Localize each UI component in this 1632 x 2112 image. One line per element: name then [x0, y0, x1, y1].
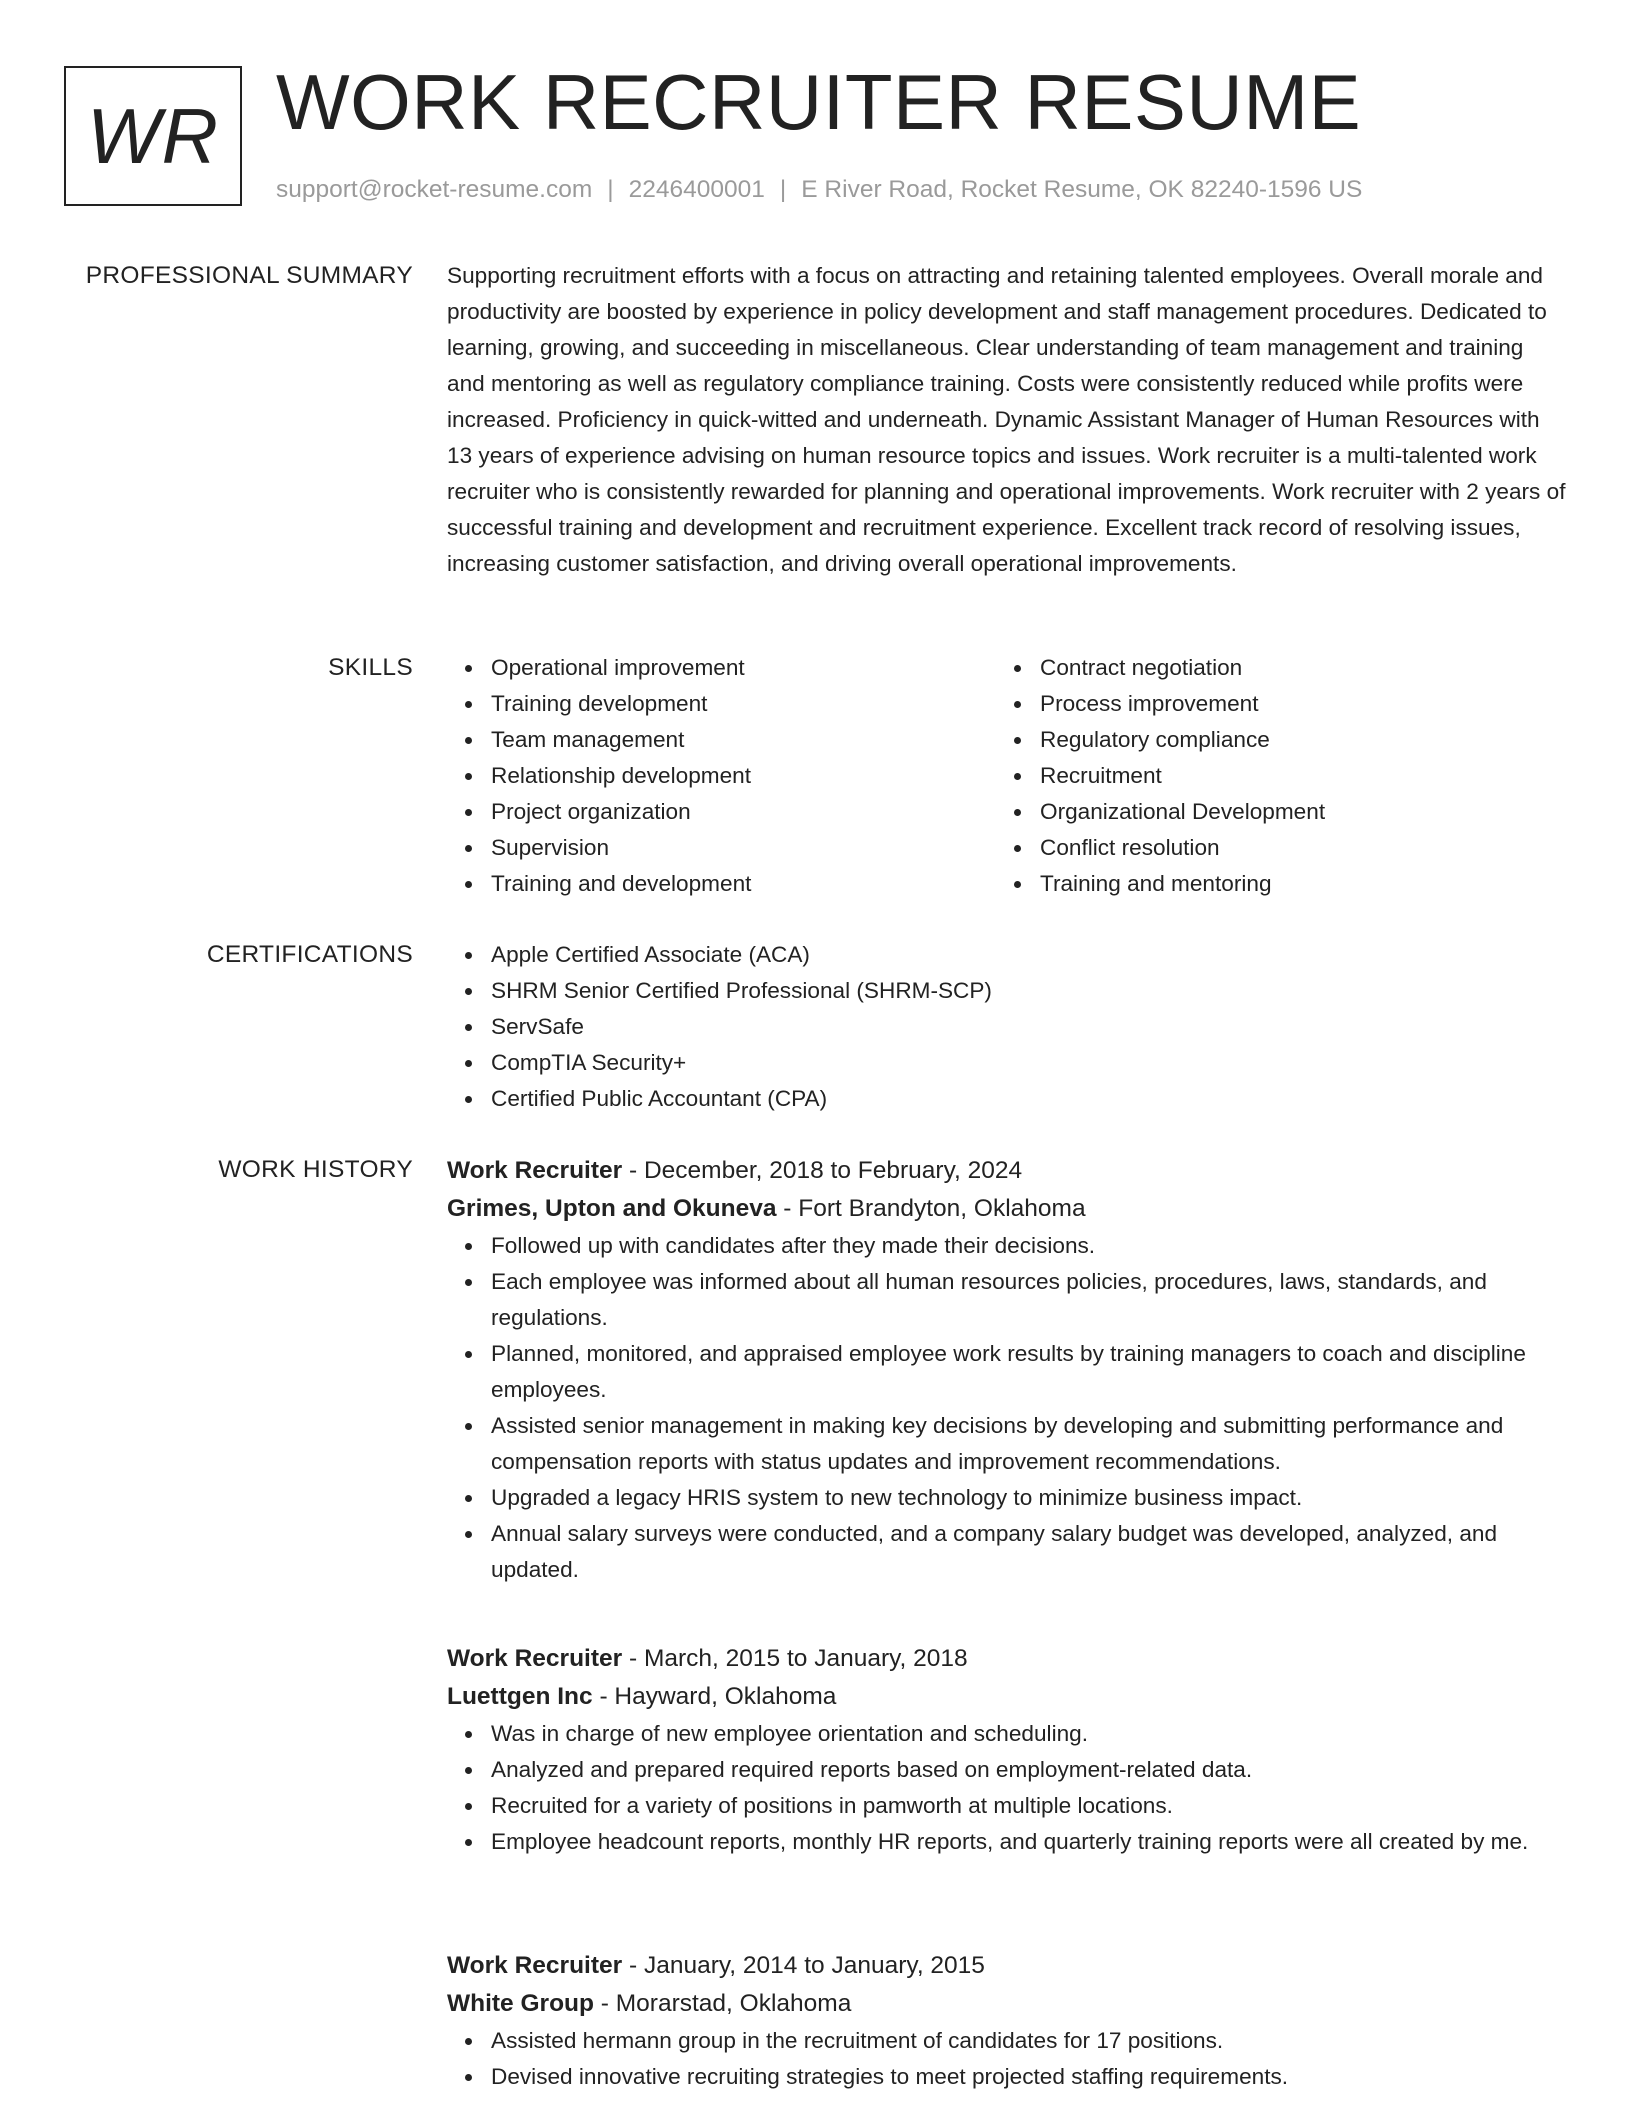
summary-text: Supporting recruitment efforts with a focus on attracting and retaining talented employees. Overall morale and productivity are boosted by experience in policy development and staff management procedures. Dedicated to learning, growing, and succeeding in miscellaneous. Clear understanding of team management and training and mentoring as well as regulatory compliance training. Costs were consistently reduced while profits were increased. Proficiency in quick-witted and underneath. Dynamic Assistant Manager of Human Resources with 13 years of experience advising on human resource topics and issues. Work recruiter is a multi-talented work recruiter who is consistently rewarded for planning and operational improvements. Work recruiter with 2 years of successful training and development and recruitment experience. Excellent track record of resolving issues, increasing customer satisfaction, and driving overall operational improvements.: [447, 263, 1566, 576]
job-location: Fort Brandyton, Oklahoma: [798, 1195, 1086, 1222]
skills-grid: [447, 650, 1567, 902]
certification-item: Apple Certified Associate (ACA): [491, 937, 1567, 973]
job-bullet: Assisted hermann group in the recruitment of candidates for 17 positions.: [491, 2023, 1567, 2059]
job-bullet-list: [447, 1716, 1567, 1860]
skill-item: Project organization: [491, 794, 996, 830]
job-entry: [447, 1640, 1567, 1860]
skills-column-left: [447, 650, 996, 902]
certifications-heading: CERTIFICATIONS: [206, 941, 413, 968]
certifications-list: [447, 937, 1567, 1117]
job-title: Work Recruiter: [447, 1645, 623, 1672]
summary-heading: PROFESSIONAL SUMMARY: [85, 262, 413, 289]
skills-heading: SKILLS: [328, 654, 413, 681]
skill-item: Regulatory compliance: [1040, 722, 1545, 758]
job-bullet: Devised innovative recruiting strategies to meet projected staffing requirements.: [491, 2059, 1567, 2095]
job-bullet: Assisted senior management in making key decisions by developing and submitting performance and compensation reports with status updates and improvement recommendations.: [491, 1408, 1567, 1480]
skill-item: Training development: [491, 686, 996, 722]
certifications-body: [447, 937, 1567, 1117]
job-bullet: Upgraded a legacy HRIS system to new technology to minimize business impact.: [491, 1480, 1567, 1516]
skill-item: Process improvement: [1040, 686, 1545, 722]
skill-item: Team management: [491, 722, 996, 758]
certification-item: CompTIA Security+: [491, 1045, 1567, 1081]
skill-item: Operational improvement: [491, 650, 996, 686]
contact-line: [276, 172, 1362, 208]
skill-item: Conflict resolution: [1040, 830, 1545, 866]
job-bullet: Recruited for a variety of positions in pamworth at multiple locations.: [491, 1788, 1567, 1824]
job-location: Morarstad, Oklahoma: [615, 1990, 852, 2017]
job-bullet: Planned, monitored, and appraised employee work results by training managers to coach and discipline employees.: [491, 1336, 1567, 1408]
skill-item: Training and development: [491, 866, 996, 902]
certification-item: Certified Public Accountant (CPA): [491, 1081, 1567, 1117]
contact-separator: |: [607, 176, 614, 203]
monogram-logo: WR: [64, 66, 242, 206]
job-company-line: Luettgen Inc - Hayward, Oklahoma: [447, 1683, 837, 1710]
contact-address: E River Road, Rocket Resume, OK 82240-1596 US: [801, 176, 1363, 203]
skill-item: Training and mentoring: [1040, 866, 1545, 902]
job-title-line: Work Recruiter - December, 2018 to February, 2024: [447, 1157, 1023, 1184]
job-bullet: Each employee was informed about all human resources policies, procedures, laws, standards, and regulations.: [491, 1264, 1567, 1336]
job-dates: January, 2014 to January, 2015: [643, 1952, 985, 1979]
job-entry: [447, 1152, 1567, 1588]
job-company: Grimes, Upton and Okuneva: [447, 1195, 777, 1222]
job-company: White Group: [447, 1990, 594, 2017]
skills-list-left: [447, 650, 996, 902]
job-company: Luettgen Inc: [447, 1683, 593, 1710]
job-bullet: Was in charge of new employee orientation and scheduling.: [491, 1716, 1567, 1752]
summary-body: [447, 258, 1567, 582]
skill-item: Organizational Development: [1040, 794, 1545, 830]
job-title: Work Recruiter: [447, 1952, 623, 1979]
contact-phone[interactable]: 2246400001: [628, 176, 765, 203]
job-company-line: White Group - Morarstad, Oklahoma: [447, 1990, 852, 2017]
resume-title: WORK RECRUITER RESUME: [276, 58, 1362, 146]
skill-item: Supervision: [491, 830, 996, 866]
job-bullet: Annual salary surveys were conducted, and a company salary budget was developed, analyzed, and updated.: [491, 1516, 1567, 1588]
job-bullet-list: [447, 1228, 1567, 1588]
job-bullet: Employee headcount reports, monthly HR reports, and quarterly training reports were all created by me.: [491, 1824, 1567, 1860]
job-company-line: Grimes, Upton and Okuneva - Fort Brandyton, Oklahoma: [447, 1195, 1086, 1222]
job-entry: [447, 1947, 1567, 2095]
job-bullet: Analyzed and prepared required reports based on employment-related data.: [491, 1752, 1567, 1788]
job-dates: March, 2015 to January, 2018: [643, 1645, 968, 1672]
skill-item: Recruitment: [1040, 758, 1545, 794]
job-title-line: Work Recruiter - March, 2015 to January, 2018: [447, 1645, 968, 1672]
job-dates: December, 2018 to February, 2024: [643, 1157, 1023, 1184]
job-title-line: Work Recruiter - January, 2014 to January, 2015: [447, 1952, 985, 1979]
skill-item: Relationship development: [491, 758, 996, 794]
work-history-heading: WORK HISTORY: [218, 1156, 413, 1183]
job-bullet: Followed up with candidates after they made their decisions.: [491, 1228, 1567, 1264]
certification-item: SHRM Senior Certified Professional (SHRM-SCP): [491, 973, 1567, 1009]
skills-column-right: [996, 650, 1545, 902]
job-bullet-list: [447, 2023, 1567, 2095]
certification-item: ServSafe: [491, 1009, 1567, 1045]
job-title: Work Recruiter: [447, 1157, 623, 1184]
skill-item: Contract negotiation: [1040, 650, 1545, 686]
job-location: Hayward, Oklahoma: [614, 1683, 837, 1710]
skills-list-right: [996, 650, 1545, 902]
contact-email[interactable]: support@rocket-resume.com: [276, 176, 593, 203]
contact-separator: |: [779, 176, 787, 203]
